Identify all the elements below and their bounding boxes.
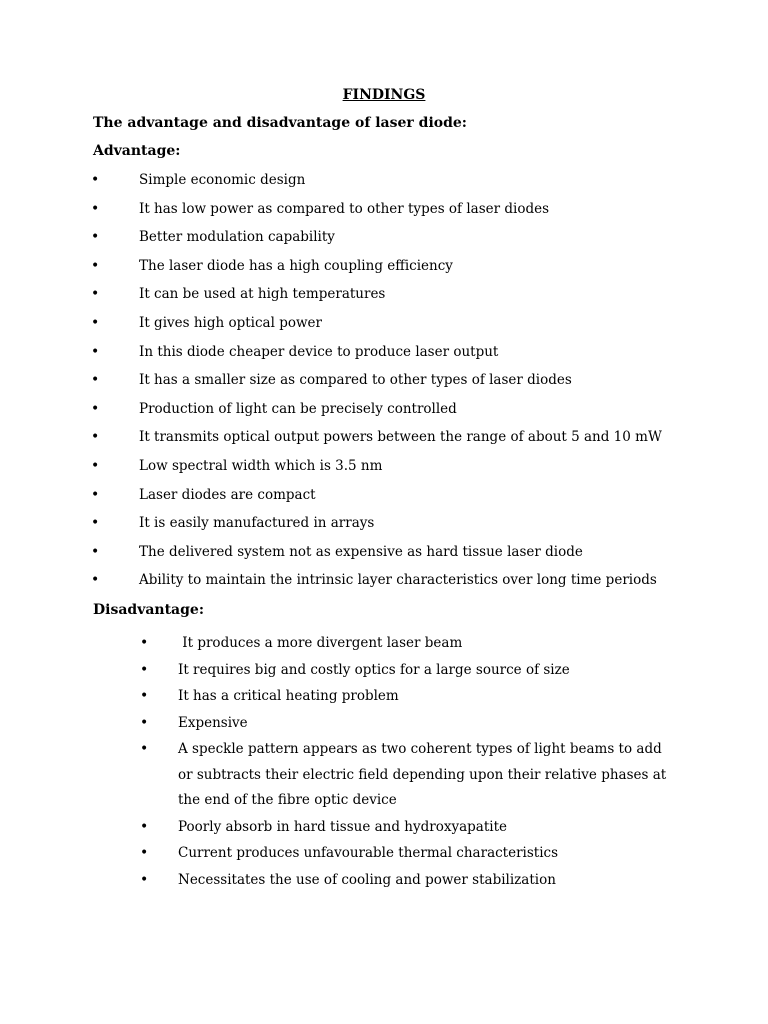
bullet-icon: • — [140, 871, 149, 888]
list-item — [0, 256, 768, 285]
list-item-text: In this diode cheaper device to produce laser output — [139, 343, 499, 360]
list-item — [0, 542, 768, 571]
list-item-text: It can be used at high temperatures — [139, 286, 386, 303]
bullet-icon: • — [91, 286, 100, 303]
list-item-text: Simple economic design — [139, 172, 306, 188]
list-item — [0, 313, 768, 342]
list-item-text: Ability to maintain the intrinsic layer characteristics over long time periods — [139, 572, 657, 589]
list-item — [0, 342, 768, 371]
list-item-text: The delivered system not as expensive as hard tissue laser diode — [139, 543, 583, 560]
list-item — [0, 399, 768, 428]
bullet-icon: • — [140, 845, 149, 861]
bullet-icon: • — [91, 229, 100, 246]
list-item — [0, 570, 768, 599]
list-item-text: Better modulation capability — [139, 229, 335, 246]
bullet-icon: • — [91, 257, 100, 274]
list-item-text: It is easily manufactured in arrays — [139, 515, 375, 532]
bullet-icon: • — [91, 429, 100, 446]
list-item-text: It requires big and costly optics for a large source of size — [178, 661, 570, 678]
list-item — [0, 841, 768, 867]
list-item-text: It transmits optical output powers between the range of about 5 and 10 mW — [139, 429, 662, 446]
advantage-heading: Advantage: — [93, 143, 181, 159]
list-item-text: It has low power as compared to other types of laser diodes — [139, 200, 550, 217]
list-item — [0, 199, 768, 228]
list-item-text: It gives high optical power — [139, 314, 322, 331]
list-item — [0, 868, 768, 894]
list-item-text: Low spectral width which is 3.5 nm — [139, 457, 383, 474]
section-heading: The advantage and disadvantage of laser diode: — [93, 115, 467, 131]
bullet-icon: • — [140, 818, 149, 835]
bullet-icon: • — [91, 343, 100, 360]
list-item — [0, 370, 768, 399]
list-item-text: A speckle pattern appears as two coherent types of light beams to add or subtracts their electric field depending upon their relative phases at the end of the fibre optic device — [178, 741, 667, 808]
list-item — [0, 485, 768, 514]
bullet-icon: • — [91, 515, 100, 532]
advantage-list — [0, 170, 768, 599]
list-item — [0, 737, 768, 814]
list-item — [0, 684, 768, 710]
list-item — [0, 170, 768, 199]
list-item — [0, 456, 768, 485]
list-item — [0, 815, 768, 841]
bullet-icon: • — [140, 635, 149, 651]
list-item — [0, 658, 768, 684]
list-item-text: Current produces unfavourable thermal characteristics — [178, 845, 559, 861]
list-item-text: Production of light can be precisely controlled — [139, 400, 457, 417]
list-item-text: It has a critical heating problem — [178, 688, 399, 704]
list-item-text: It produces a more divergent laser beam — [178, 635, 463, 651]
bullet-icon: • — [91, 486, 100, 503]
bullet-icon: • — [140, 688, 149, 704]
list-item-text: Laser diodes are compact — [139, 486, 316, 503]
bullet-icon: • — [140, 741, 149, 757]
list-item-text: The laser diode has a high coupling efficiency — [139, 257, 453, 274]
list-item — [0, 711, 768, 737]
bullet-icon: • — [91, 572, 100, 589]
list-item-text: Necessitates the use of cooling and power stabilization — [178, 871, 556, 888]
bullet-icon: • — [91, 172, 100, 188]
list-item — [0, 427, 768, 456]
list-item — [0, 227, 768, 256]
bullet-icon: • — [140, 661, 149, 678]
disadvantage-heading: Disadvantage: — [93, 602, 204, 618]
bullet-icon: • — [91, 372, 100, 389]
bullet-icon: • — [140, 714, 149, 731]
disadvantage-list — [0, 631, 768, 894]
list-item — [0, 513, 768, 542]
bullet-icon: • — [91, 200, 100, 217]
bullet-icon: • — [91, 400, 100, 417]
page-title: FINDINGS — [342, 87, 426, 103]
list-item — [0, 284, 768, 313]
list-item-text: It has a smaller size as compared to other types of laser diodes — [139, 372, 572, 389]
list-item-text: Expensive — [178, 714, 248, 731]
list-item — [0, 631, 768, 657]
bullet-icon: • — [91, 457, 100, 474]
bullet-icon: • — [91, 314, 100, 331]
list-item-text: Poorly absorb in hard tissue and hydroxyapatite — [178, 818, 507, 835]
bullet-icon: • — [91, 543, 100, 560]
